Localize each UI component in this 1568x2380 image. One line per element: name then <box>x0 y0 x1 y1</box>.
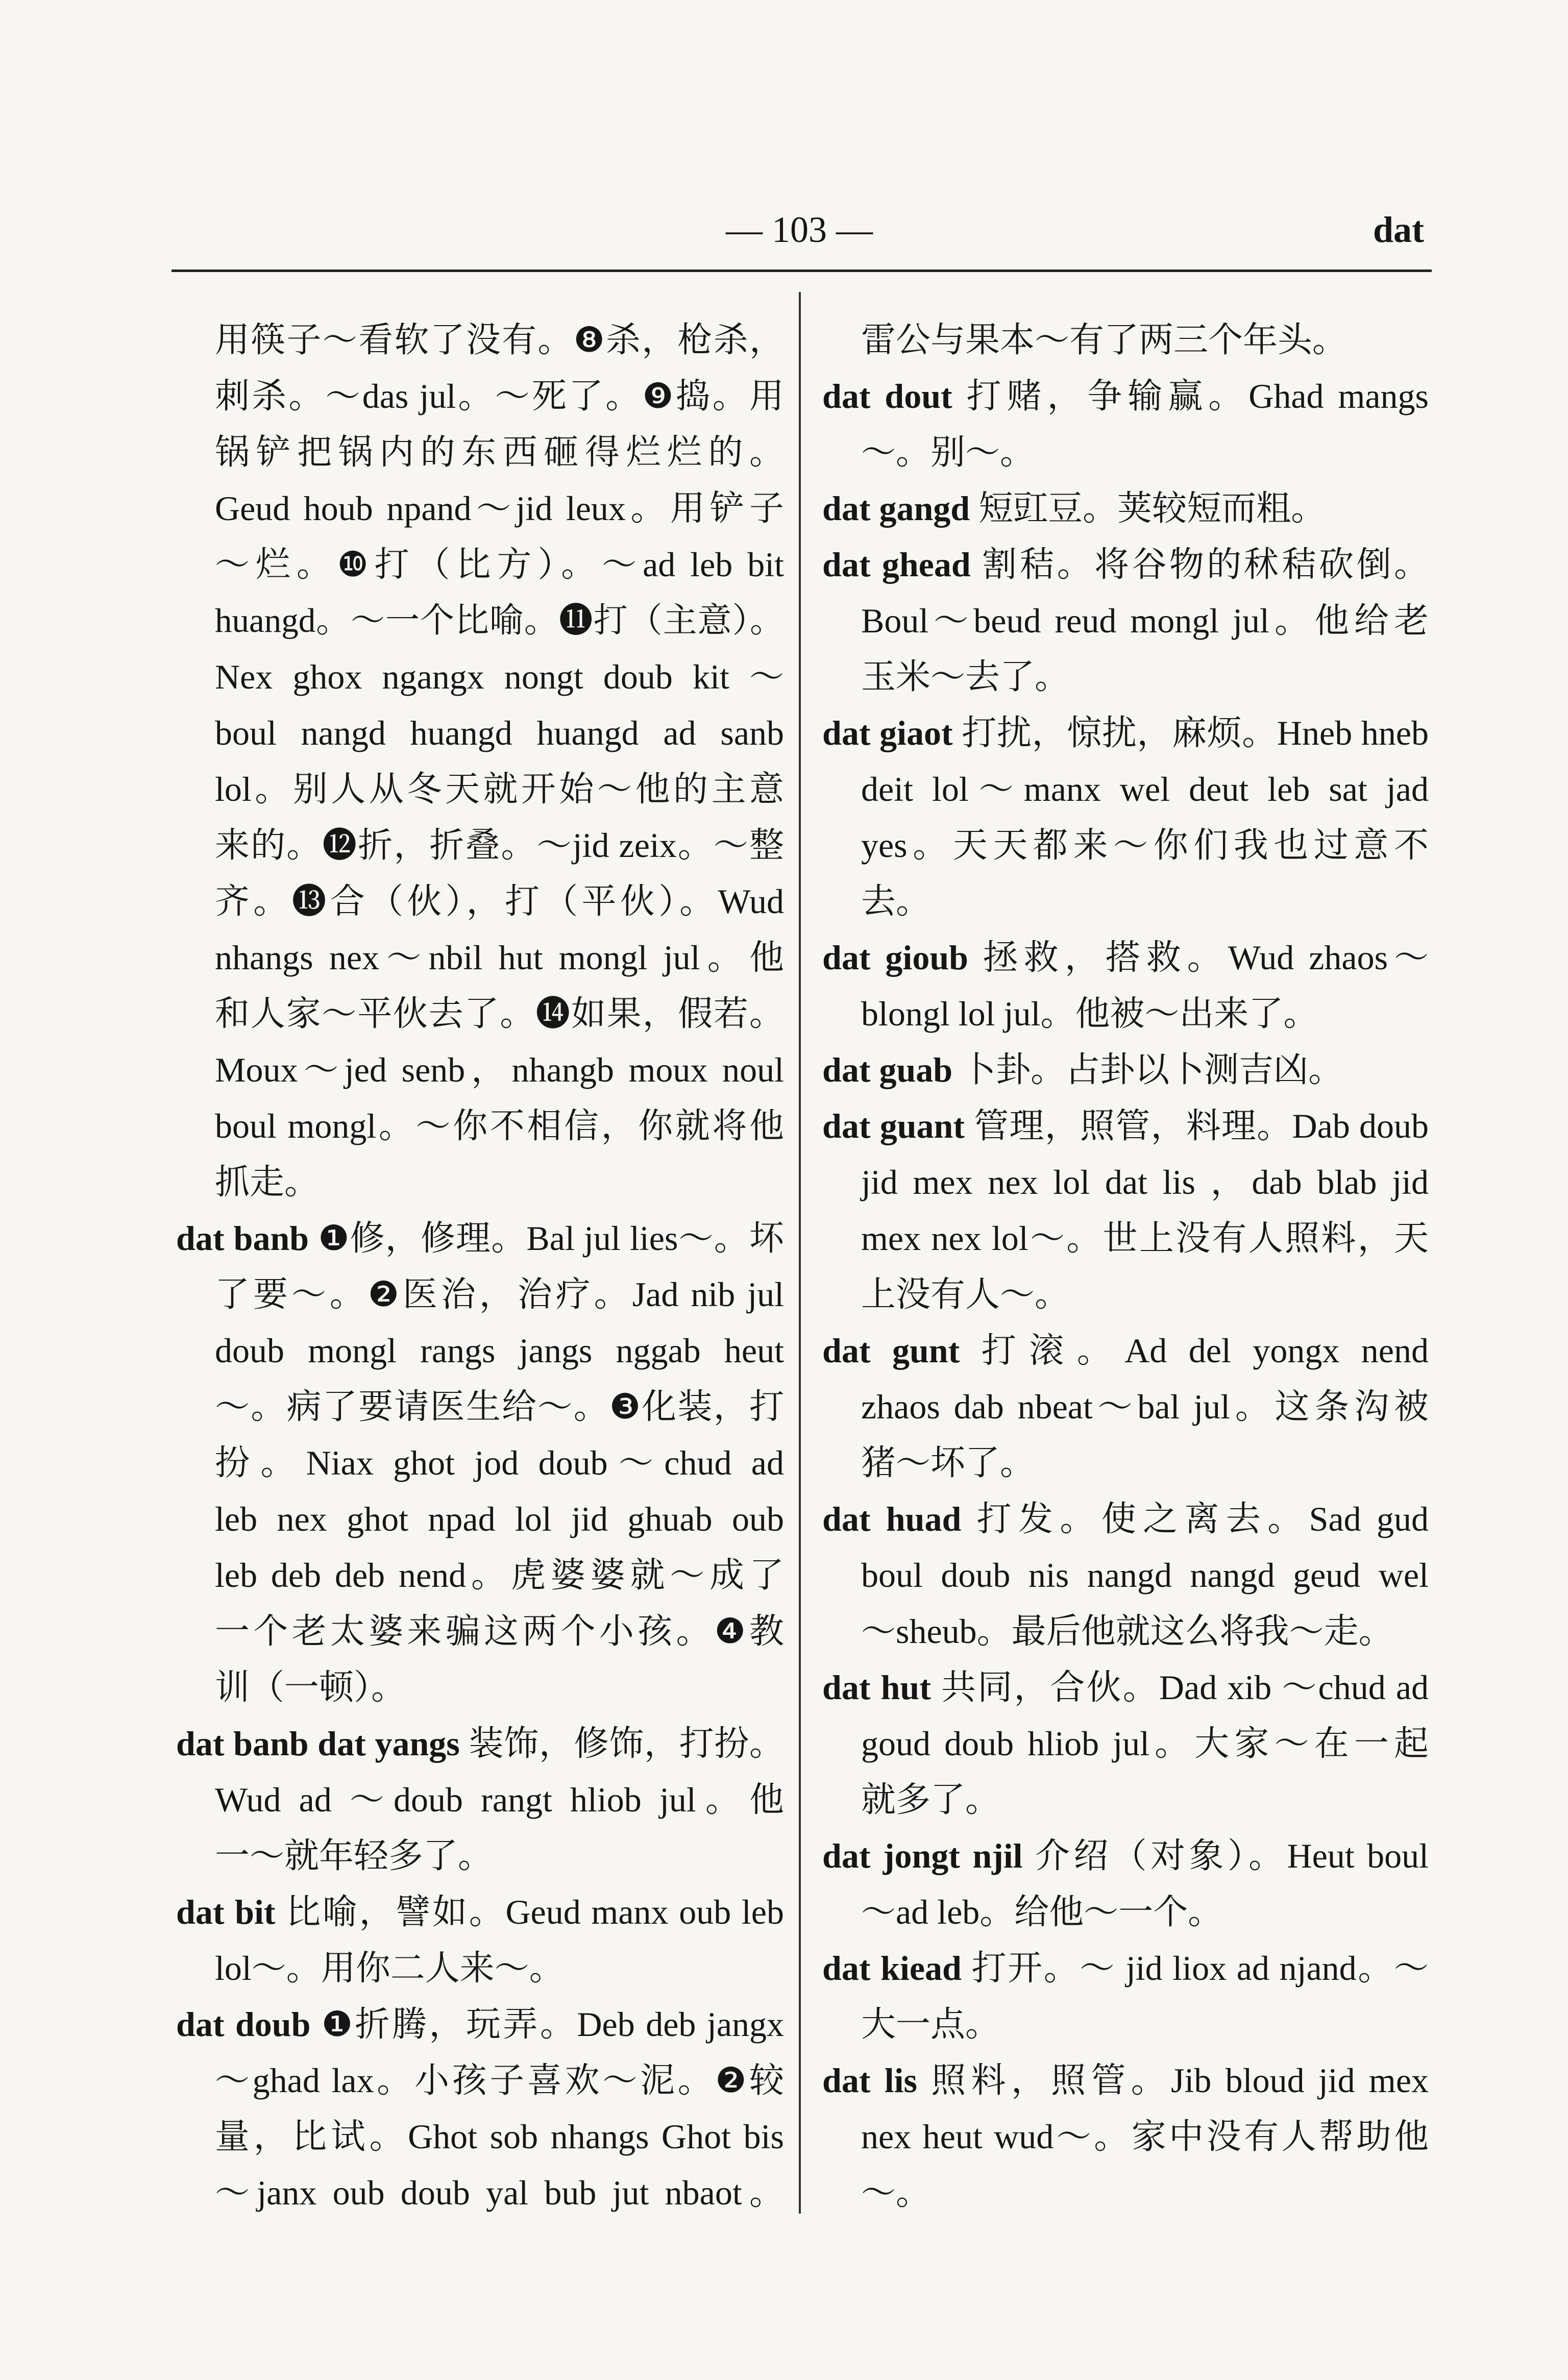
text-line: 就多了。 <box>861 1780 1000 1819</box>
guide-word: dat <box>1373 209 1424 250</box>
definition-text: 打滚。Ad del yongx nend <box>981 1331 1429 1370</box>
definition-text: ❶折腾，玩弄。Deb deb jangx <box>321 2005 785 2044</box>
headword: dat banb <box>176 1219 309 1258</box>
entry-first-line <box>176 1715 784 1772</box>
dictionary-entry <box>176 1210 784 1715</box>
text-line: 刺杀。～das jul。～死了。❾捣。用 <box>215 377 784 415</box>
definition-text: 打扰，惊扰，麻烦。Hneb hneb <box>962 714 1429 752</box>
text-line: 训（一顿）。 <box>215 1668 406 1707</box>
definition-text: 共同，合伙。Dad xib ～chud ad <box>941 1668 1429 1707</box>
definition-text: 管理，照管，料理。Dab doub <box>974 1107 1429 1145</box>
entry-first-line <box>822 368 1429 424</box>
text-line: 和人家～平伙去了。⓮如果，假若。 <box>215 994 784 1033</box>
entry-first-line <box>176 1996 784 2052</box>
text-line: 去。 <box>861 882 931 921</box>
text-line: ～。病了要请医生给～。❸化装，打 <box>215 1387 784 1426</box>
entry-first-line <box>176 1210 784 1266</box>
headword: dat kiead <box>822 1949 962 1988</box>
text-line: zhaos dab nbeat～bal jul。这条沟被 <box>861 1387 1429 1426</box>
definition-text: 打开。～ jid liox ad njand。～ <box>971 1949 1429 1988</box>
headword: dat lis <box>822 2061 917 2100</box>
headword: dat guant <box>822 1107 965 1145</box>
text-line: ～。 <box>861 2173 931 2212</box>
text-line: 来的。⓬折，折叠。～jid zeix。～整 <box>215 826 784 865</box>
entry-first-line <box>176 1884 784 1940</box>
headword: dat gangd <box>822 489 970 528</box>
header-rule <box>172 269 1432 272</box>
text-line: jid mex nex lol dat lis ，dab blab jid <box>861 1163 1429 1201</box>
text-line: nex heut wud～。家中没有人帮助他 <box>861 2117 1429 2156</box>
headword: dat banb dat yangs <box>176 1724 460 1763</box>
text-line: 大一点。 <box>861 2005 1000 2044</box>
text-line: nhangs nex～nbil hut mongl jul。他 <box>215 938 784 977</box>
text-line: ～。别～。 <box>861 433 1035 472</box>
dictionary-entry <box>176 1996 784 2221</box>
text-line: yes。天天都来～你们我也过意不 <box>861 826 1429 865</box>
definition-text: 卜卦。占卦以卜测吉凶。 <box>961 1050 1343 1089</box>
definition-text: 介绍（对象）。Heut boul <box>1035 1836 1429 1875</box>
entry-first-line <box>822 1322 1429 1379</box>
entry-first-line <box>822 1940 1429 1996</box>
definition-text: 装饰，修饰，打扮。 <box>469 1724 784 1763</box>
headword: dat hut <box>822 1668 931 1707</box>
text-line: mex nex lol～。世上没有人照料，天 <box>861 1219 1429 1258</box>
text-line: huangd。～一个比喻。⓫打（主意）。 <box>215 602 784 640</box>
headword: dat jongt njil <box>822 1836 1023 1875</box>
headword: dat dout <box>822 377 952 415</box>
dictionary-entry <box>822 1828 1429 1940</box>
headword: dat giaot <box>822 714 953 752</box>
text-line: Nex ghox ngangx nongt doub kit ～ <box>215 657 784 696</box>
entry-first-line <box>822 1491 1429 1547</box>
dictionary-entry <box>822 1042 1429 1098</box>
text-line: 量，比试。Ghot sob nhangs Ghot bis <box>215 2117 784 2156</box>
text-line: Wud ad ～doub rangt hliob jul。他 <box>215 1780 784 1819</box>
text-line: lol。别人从冬天就开始～他的主意 <box>215 770 784 808</box>
dictionary-entry <box>822 1940 1429 2052</box>
text-line: 猪～坏了。 <box>861 1443 1035 1482</box>
headword: dat ghead <box>822 545 971 584</box>
text-line: Moux～jed senb，nhangb moux noul <box>215 1050 784 1089</box>
text-line: 扮。Niax ghot jod doub～chud ad <box>215 1443 784 1482</box>
right-column <box>822 312 1429 2221</box>
text-line: 一个老太婆来骗这两个小孩。❹教 <box>215 1612 784 1651</box>
definition-text: 割秸。将谷物的秫秸砍倒。 <box>982 545 1429 584</box>
text-line: 雷公与果本～有了两三个年头。 <box>861 321 1348 359</box>
text-line: leb nex ghot npad lol jid ghuab oub <box>215 1500 784 1538</box>
dictionary-entry <box>822 536 1429 705</box>
text-line: boul doub nis nangd nangd geud wel <box>861 1556 1429 1594</box>
dictionary-entry <box>822 2052 1429 2221</box>
headword: dat guab <box>822 1050 953 1089</box>
page-number: — 103 — <box>726 209 873 250</box>
definition-text: 照料，照管。Jib bloud jid mex <box>931 2061 1429 2100</box>
entry-first-line <box>822 1042 1429 1098</box>
dictionary-entry <box>822 1322 1429 1491</box>
text-line: ～烂。❿打（比方）。～ad leb bit <box>215 545 784 584</box>
text-line: 了要～。❷医治，治疗。Jad nib jul <box>215 1275 784 1314</box>
text-line: doub mongl rangs jangs nggab heut <box>215 1331 784 1370</box>
text-line: leb deb deb nend。虎婆婆就～成了 <box>215 1556 784 1594</box>
dictionary-entry <box>822 368 1429 480</box>
text-line: boul mongl。～你不相信，你就将他 <box>215 1107 784 1145</box>
dictionary-entry <box>822 480 1429 536</box>
headword: dat gioub <box>822 938 968 977</box>
entry-first-line <box>822 1659 1429 1715</box>
dictionary-entry <box>822 929 1429 1042</box>
entry-first-line <box>822 1828 1429 1884</box>
text-line: 玉米～去了。 <box>861 657 1070 696</box>
entry-first-line <box>822 2052 1429 2108</box>
text-line: ～ghad lax。小孩子喜欢～泥。❷较 <box>215 2061 784 2100</box>
text-line: blongl lol jul。他被～出来了。 <box>861 994 1318 1033</box>
headword: dat bit <box>176 1893 276 1931</box>
text-line: goud doub hliob jul。大家～在一起 <box>861 1724 1429 1763</box>
definition-text: ❶修，修理。Bal jul lies～。坏 <box>318 1219 785 1258</box>
text-line: boul nangd huangd huangd ad sanb <box>215 714 784 752</box>
dictionary-entry <box>822 705 1429 929</box>
text-line: Geud houb npand～jid leux。用铲子 <box>215 489 784 528</box>
text-line: lol～。用你二人来～。 <box>215 1949 564 1988</box>
headword: dat gunt <box>822 1331 960 1370</box>
dictionary-entry <box>176 1884 784 1996</box>
text-line: ～sheub。最后他就这么将我～走。 <box>861 1612 1393 1651</box>
text-line: 齐。⓭合（伙），打（平伙）。Wud <box>215 882 784 921</box>
column-divider <box>799 292 801 2214</box>
definition-text: 短豇豆。荚较短而粗。 <box>978 489 1326 528</box>
text-line: 一～就年轻多了。 <box>215 1836 493 1875</box>
headword: dat doub <box>176 2005 311 2044</box>
entry-first-line <box>822 705 1429 761</box>
dictionary-entry <box>176 1715 784 1884</box>
text-line: ～janx oub doub yal bub jut nbaot。 <box>215 2173 784 2212</box>
dictionary-entry <box>822 312 1429 368</box>
left-column <box>176 312 784 2221</box>
text-line: 上没有人～。 <box>861 1275 1070 1314</box>
definition-text: 打发。使之离去。Sad gud <box>976 1500 1429 1538</box>
definition-text: 打赌，争输赢。Ghad mangs <box>966 377 1429 415</box>
headword: dat huad <box>822 1500 962 1538</box>
text-line: deit lol～manx wel deut leb sat jad <box>861 770 1429 808</box>
entry-first-line <box>822 1098 1429 1154</box>
text-line: 抓走。 <box>215 1163 320 1201</box>
definition-text: 拯救，搭救。Wud zhaos～ <box>983 938 1429 977</box>
dictionary-entry <box>176 312 784 1210</box>
text-line: ～ad leb。给他～一个。 <box>861 1893 1223 1931</box>
text-line: Boul～beud reud mongl jul。他给老 <box>861 601 1429 640</box>
dictionary-entry <box>822 1659 1429 1828</box>
dictionary-entry <box>822 1491 1429 1659</box>
definition-text: 比喻，譬如。Geud manx oub leb <box>286 1893 784 1931</box>
entry-first-line <box>822 929 1429 986</box>
entry-first-line <box>822 536 1429 593</box>
text-line: 用筷子～看软了没有。❽杀，枪杀， <box>215 321 784 359</box>
text-line: 锅铲把锅内的东西砸得烂烂的。 <box>215 433 784 472</box>
dictionary-entry <box>822 1098 1429 1322</box>
entry-first-line <box>822 480 1429 536</box>
